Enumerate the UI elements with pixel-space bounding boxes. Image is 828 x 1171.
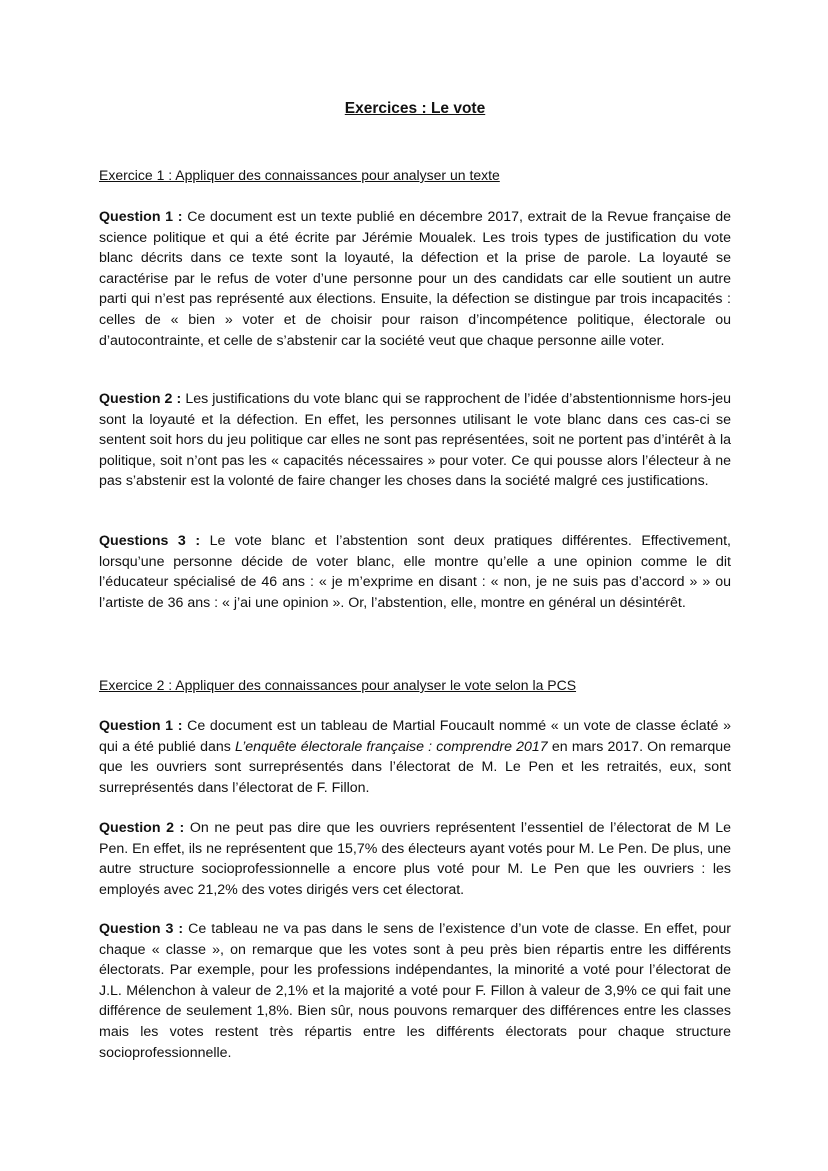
ex2-question-3: [99, 919, 731, 1063]
ex2-q2-label: Question 2 :: [99, 820, 185, 836]
ex1-q3-label: Questions 3 :: [99, 533, 201, 549]
ex1-question-1: [99, 207, 731, 351]
ex2-question-1: [99, 716, 731, 798]
page-title: Exercices : Le vote: [344, 100, 486, 117]
ex2-q1-text-a: Ce document est un tableau de Martial Foucault nommé « un vote de classe éclaté » qui a été publié dans: [99, 718, 731, 755]
ex2-q1-book-title: L’enquête électorale française : comprendre 2017: [235, 738, 548, 755]
ex2-q1-label: Question 1 :: [99, 718, 183, 734]
ex1-question-2: [99, 389, 731, 492]
exercise-1-heading: Exercice 1 : Appliquer des connaissances pour analyser un texte: [99, 167, 500, 183]
ex1-q2-label: Question 2 :: [99, 391, 182, 407]
ex1-q2-text: Les justifications du vote blanc qui se rapprochent de l’idée d’abstentionnisme hors-jeu sont la loyauté et la défection. En effet, les personnes utilisant le vote blanc dans ces cas-ci se sentent soit hors du jeu politique car elles ne sont pas représentées, soit ne portent pas d’intérêt à la politique, soit n’ont pas les « capacités nécessaires » pour voter. Ce qui pousse alors l’électeur à ne pas s’abstenir est la volonté de faire changer les choses dans la société malgré ces justifications.: [99, 391, 731, 490]
ex2-q1-text-b: en mars 2017. On remarque que les ouvriers sont surreprésentés dans l’électorat de M. Le Pen et les retraités, eux, sont surreprésentés dans l’électorat de F. Fillon.: [99, 738, 731, 796]
ex1-q1-text: Ce document est un texte publié en décembre 2017, extrait de la Revue française de science politique et qui a été écrite par Jérémie Moualek. Les trois types de justification du vote blanc décrits dans ce texte sont la loyauté, la défection et la prise de parole. La loyauté se caractérise par le refus de voter d’une personne pour un des candidats car elle soutient un autre parti qui n’est pas représenté aux élections. Ensuite, la défection se distingue par trois incapacités : celles de « bien » voter et de choisir pour raison d’incompétence politique, électorale ou d’autocontrainte, et celle de s’abstenir car la société veut que chaque personne aille voter.: [99, 209, 731, 349]
ex2-q3-text: Ce tableau ne va pas dans le sens de l’existence d’un vote de classe. En effet, pour chaque « classe », on remarque que les votes sont à peu près bien répartis entre les différents électorats. Par exemple, pour les professions indépendantes, la minorité a voté pour l’électorat de J.L. Mélenchon à valeur de 2,1% et la majorité a voté pour F. Fillon à valeur de 3,9% ce qui fait une différence de seulement 1,8%. Bien sûr, nous pouvons remarquer des différences entre les classes mais les votes restent très répartis entre les différents électorats pour chaque structure socioprofessionnelle.: [99, 921, 731, 1061]
ex1-q1-label: Question 1 :: [99, 209, 183, 225]
ex1-q3-text: Le vote blanc et l’abstention sont deux pratiques différentes. Effectivement, lorsqu’une personne décide de voter blanc, elle montre qu’elle a une opinion comme le dit l’éducateur spécialisé de 46 ans : « je m’exprime en disant : « non, je ne suis pas d’accord » » ou l’artiste de 36 ans : « j’ai une opinion ». Or, l’abstention, elle, montre en général un désintérêt.: [99, 533, 731, 611]
exercise-2-heading: Exercice 2 : Appliquer des connaissances pour analyser le vote selon la PCS: [99, 677, 577, 693]
ex2-q2-text: On ne peut pas dire que les ouvriers représentent l’essentiel de l’électorat de M Le Pen. En effet, ils ne représentent que 15,7% des électeurs ayant votés pour M. Le Pen. De plus, une autre structure socioprofessionnelle a encore plus voté pour M. Le Pen que les ouvriers : les employés avec 21,2% des votes dirigés vers cet électorat.: [99, 820, 731, 898]
ex2-question-2: [99, 818, 731, 900]
ex1-question-3: [99, 531, 731, 613]
ex2-q3-label: Question 3 :: [99, 921, 184, 937]
